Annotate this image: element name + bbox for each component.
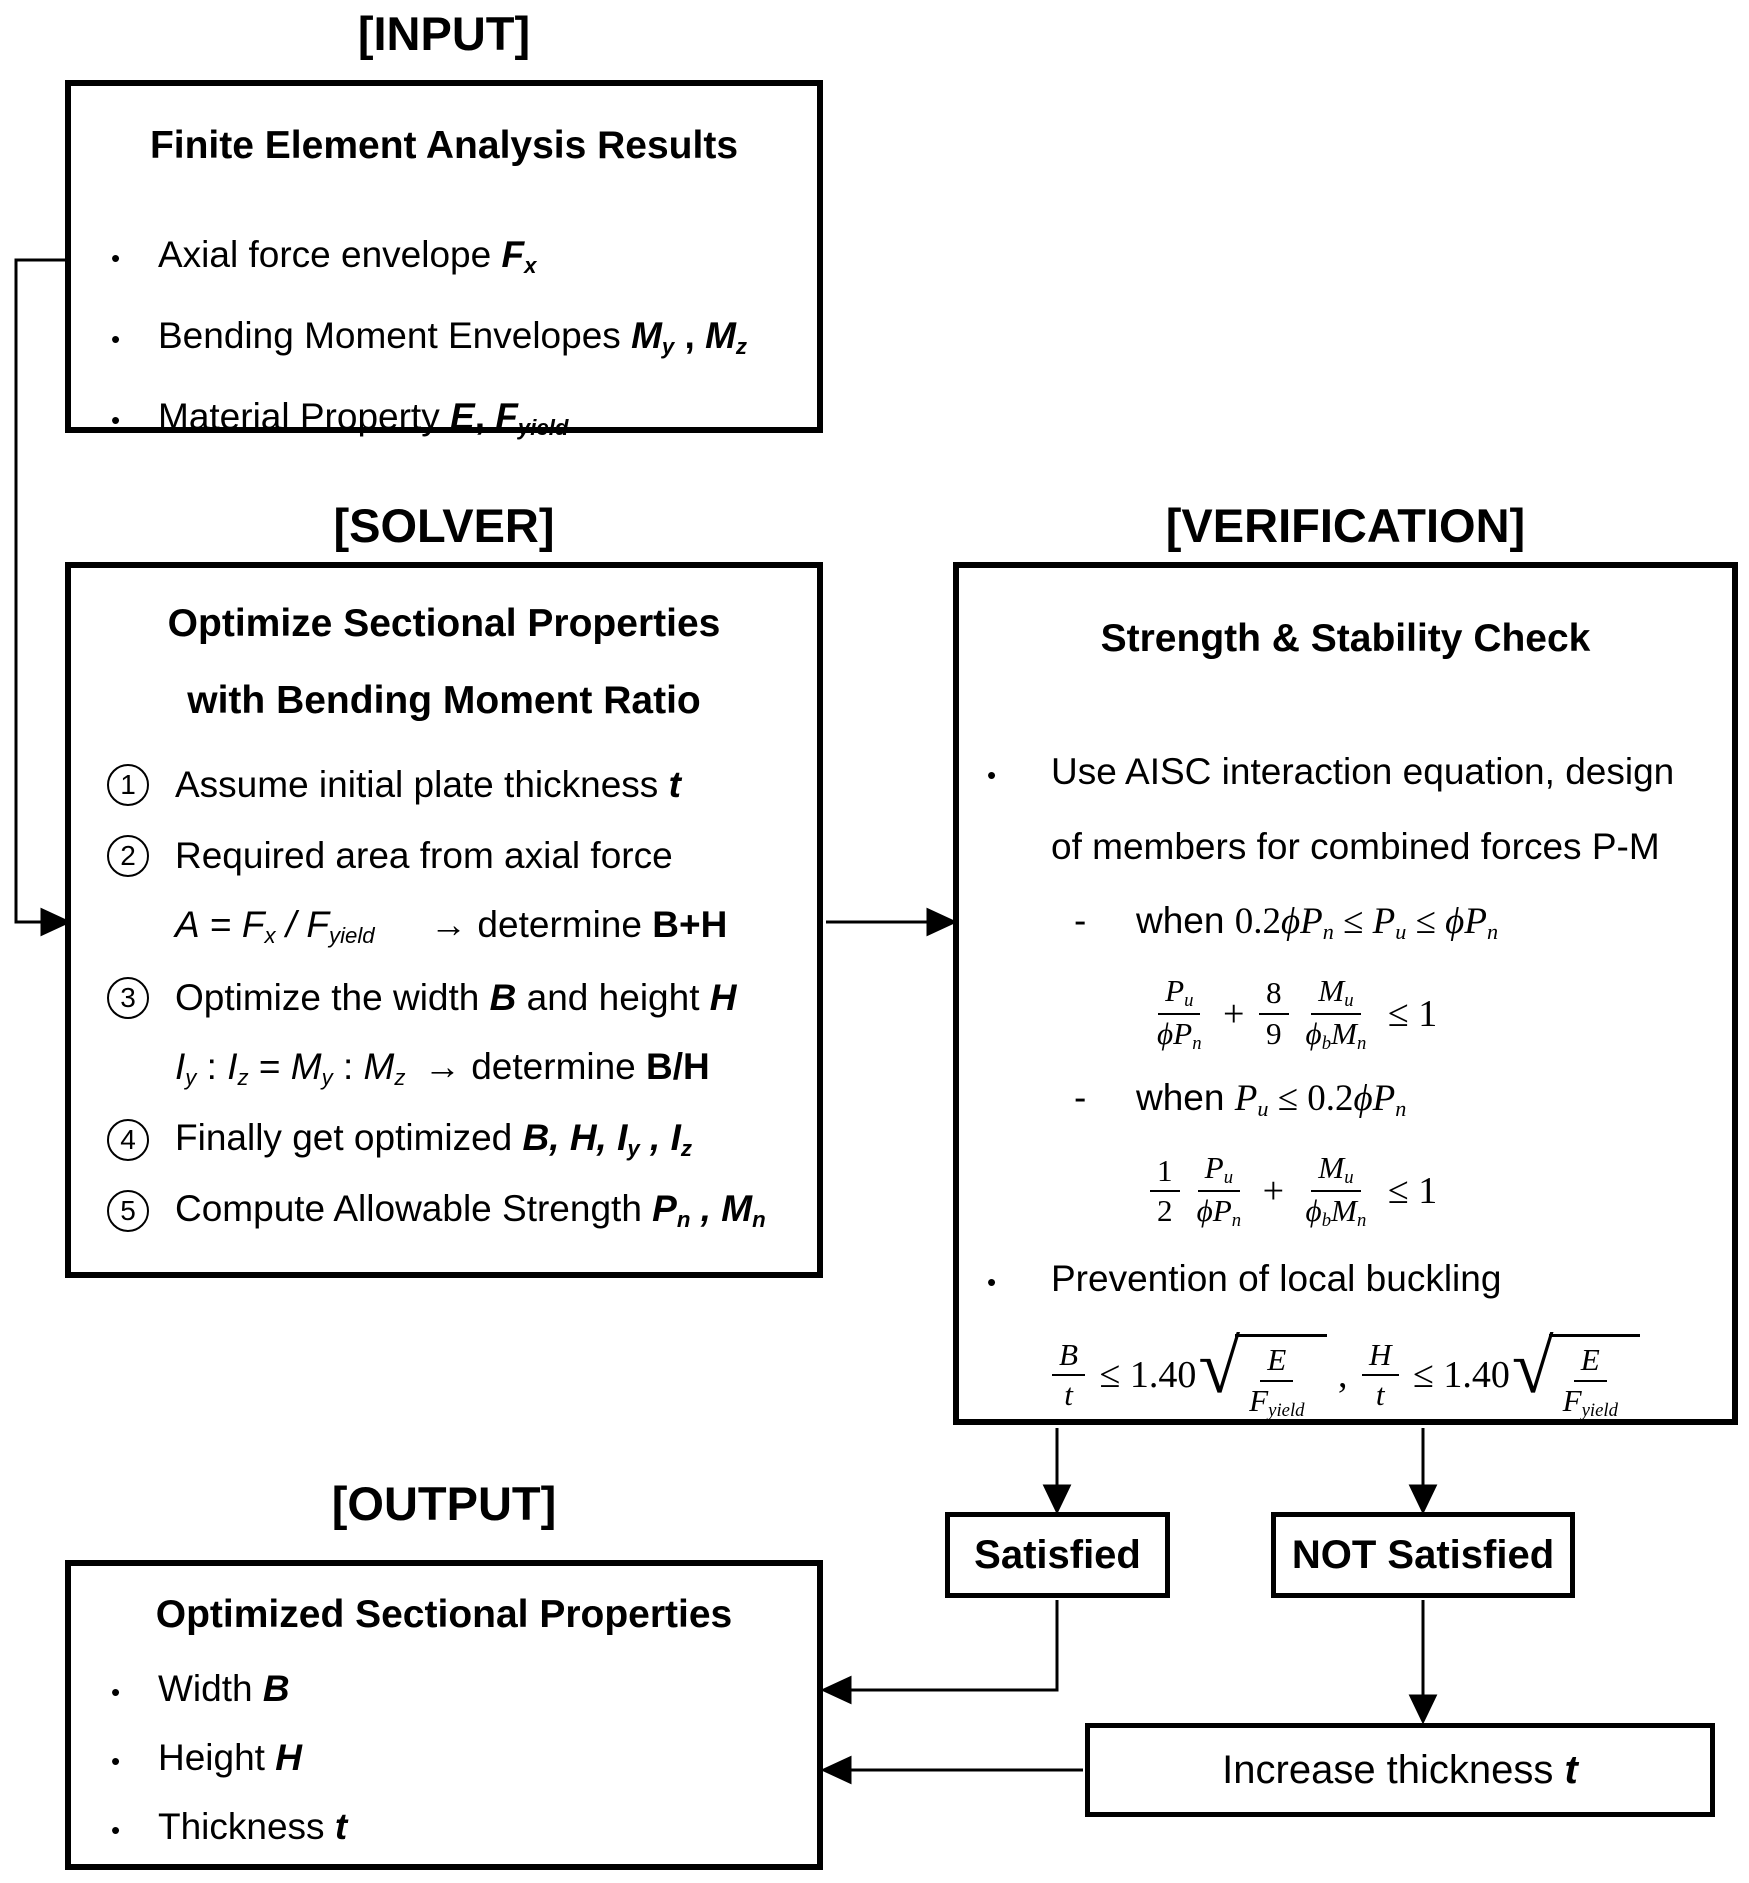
step-text: Optimize the width B and height H xyxy=(175,976,737,1018)
solver-step-5 xyxy=(71,1175,817,1246)
verification-section-label: [VERIFICATION] xyxy=(1165,499,1526,552)
step-number-icon: 4 xyxy=(107,1119,149,1161)
verification-condition-1 xyxy=(1074,897,1732,956)
bullet-icon: • xyxy=(987,1267,997,1298)
arrow-satisfied-to-output xyxy=(824,1600,1057,1702)
bullet-text: Width B xyxy=(158,1668,290,1709)
not-satisfied-label: NOT Satisfied xyxy=(1291,1532,1555,1577)
step-number-icon: 2 xyxy=(107,835,149,877)
bullet-text: Use AISC interaction equation, design xyxy=(1051,751,1675,792)
bullet-icon: • xyxy=(111,1815,121,1845)
arrow-verification-to-satisfied xyxy=(1045,1428,1069,1511)
output-box xyxy=(65,1560,823,1870)
bullet-text: Bending Moment Envelopes $M_y$ , $M_z$ xyxy=(158,315,748,360)
dash-icon: - xyxy=(1074,900,1087,941)
not-satisfied-box xyxy=(1271,1512,1575,1598)
condition-text: when $0.2\phi P_n \le P_u \le \phi P_n$ xyxy=(1136,900,1499,945)
bullet-text: Axial force envelope $F_x$ xyxy=(158,234,537,279)
equation-text: $I_y$ : $I_z = M_y$ : $M_z$ → determine B/H xyxy=(175,1045,710,1091)
verification-bullet-aisc xyxy=(959,748,1732,799)
step-text: Required area from axial force xyxy=(175,834,673,876)
increase-thickness-label: Increase thickness t xyxy=(1222,1747,1578,1792)
output-bullet-width xyxy=(71,1656,817,1725)
input-section-label: [INPUT] xyxy=(357,7,531,60)
verification-equation-1: $\frac{P_u}{\phi P_n}$ + $\frac{8}{9}$ $\frac{M_u}{\phi_bM_n}$ ≤ 1 xyxy=(1157,972,1438,1055)
output-bullet-height xyxy=(71,1725,817,1794)
verification-condition-2 xyxy=(1074,1074,1732,1133)
solver-step-2 xyxy=(71,820,817,891)
input-box xyxy=(65,80,823,441)
verification-buckling-equation: $\frac{B}{t}$ ≤ 1.40 √ $\frac{E}{F_{yield}}$ , $\frac{H}{t}$ ≤ 1.40 √ $\frac{E}{F_{yield}}$ xyxy=(1047,1316,1732,1434)
verification-bullet-buckling xyxy=(959,1255,1732,1306)
input-bullet-axial-force xyxy=(71,220,817,301)
solver-step-4 xyxy=(71,1104,817,1175)
arrow-not-satisfied-to-increase xyxy=(1411,1600,1435,1721)
bullet-icon: • xyxy=(111,243,121,273)
solver-step-1 xyxy=(71,749,817,820)
step-number-icon: 5 xyxy=(107,1190,149,1232)
arrow-increase-to-output xyxy=(824,1758,1083,1782)
solver-box-title-line2: with Bending Moment Ratio xyxy=(187,679,701,722)
output-bullet-thickness xyxy=(71,1794,817,1863)
bullet-text: Thickness t xyxy=(158,1806,348,1847)
verification-equation-2: $\frac{1}{2}$ $\frac{P_u}{\phi P_n}$ + $\frac{M_u}{\phi_bM_n}$ ≤ 1 xyxy=(1145,1141,1732,1241)
solver-box xyxy=(65,562,823,1278)
step-number-icon: 3 xyxy=(107,977,149,1019)
solver-section-label: [SOLVER] xyxy=(333,499,555,552)
input-bullet-bending-moment xyxy=(71,301,817,382)
input-bullet-material-property xyxy=(71,382,817,463)
solver-step-3-equation xyxy=(71,1033,817,1104)
step-text: Compute Allowable Strength $P_n$ , $M_n$ xyxy=(175,1187,766,1233)
output-box-title: Optimized Sectional Properties xyxy=(155,1593,733,1636)
bullet-icon: • xyxy=(111,405,121,436)
bullet-text: Material Property E, $F_{yield}$ xyxy=(158,396,569,441)
increase-thickness-box xyxy=(1085,1723,1715,1817)
output-section-label: [OUTPUT] xyxy=(331,1477,557,1530)
step-text: Assume initial plate thickness t xyxy=(175,763,681,805)
bullet-text: Height H xyxy=(158,1737,302,1778)
satisfied-box xyxy=(945,1512,1170,1598)
solver-step-2-equation xyxy=(71,891,817,962)
condition-text: when $P_u \le 0.2\phi P_n$ xyxy=(1136,1077,1407,1122)
solver-steps xyxy=(71,749,817,1246)
verification-aisc-line2: of members for combined forces P-M xyxy=(1051,826,1660,867)
bullet-icon: • xyxy=(987,760,997,790)
satisfied-label: Satisfied xyxy=(974,1532,1141,1577)
arrow-input-to-solver xyxy=(16,260,68,934)
dash-icon: - xyxy=(1074,1077,1087,1119)
bullet-icon: • xyxy=(111,324,121,355)
equation-text: $A = F_x / F_{yield}$ → determine B+H xyxy=(175,903,728,949)
input-box-title: Finite Element Analysis Results xyxy=(149,124,739,167)
solver-box-title-line1: Optimize Sectional Properties xyxy=(167,602,721,645)
arrow-verification-to-not-satisfied xyxy=(1411,1428,1435,1511)
bullet-text: Prevention of local buckling xyxy=(1051,1258,1502,1300)
bullet-icon: • xyxy=(111,1677,121,1707)
solver-step-3 xyxy=(71,962,817,1033)
verification-box-title: Strength & Stability Check xyxy=(1100,617,1591,660)
arrow-solver-to-verification xyxy=(826,910,954,934)
step-number-icon: 1 xyxy=(107,764,149,806)
step-text: Finally get optimized B, H, $I_y$ , $I_z$ xyxy=(175,1116,692,1162)
verification-box xyxy=(953,562,1738,1425)
bullet-icon: • xyxy=(111,1746,121,1776)
